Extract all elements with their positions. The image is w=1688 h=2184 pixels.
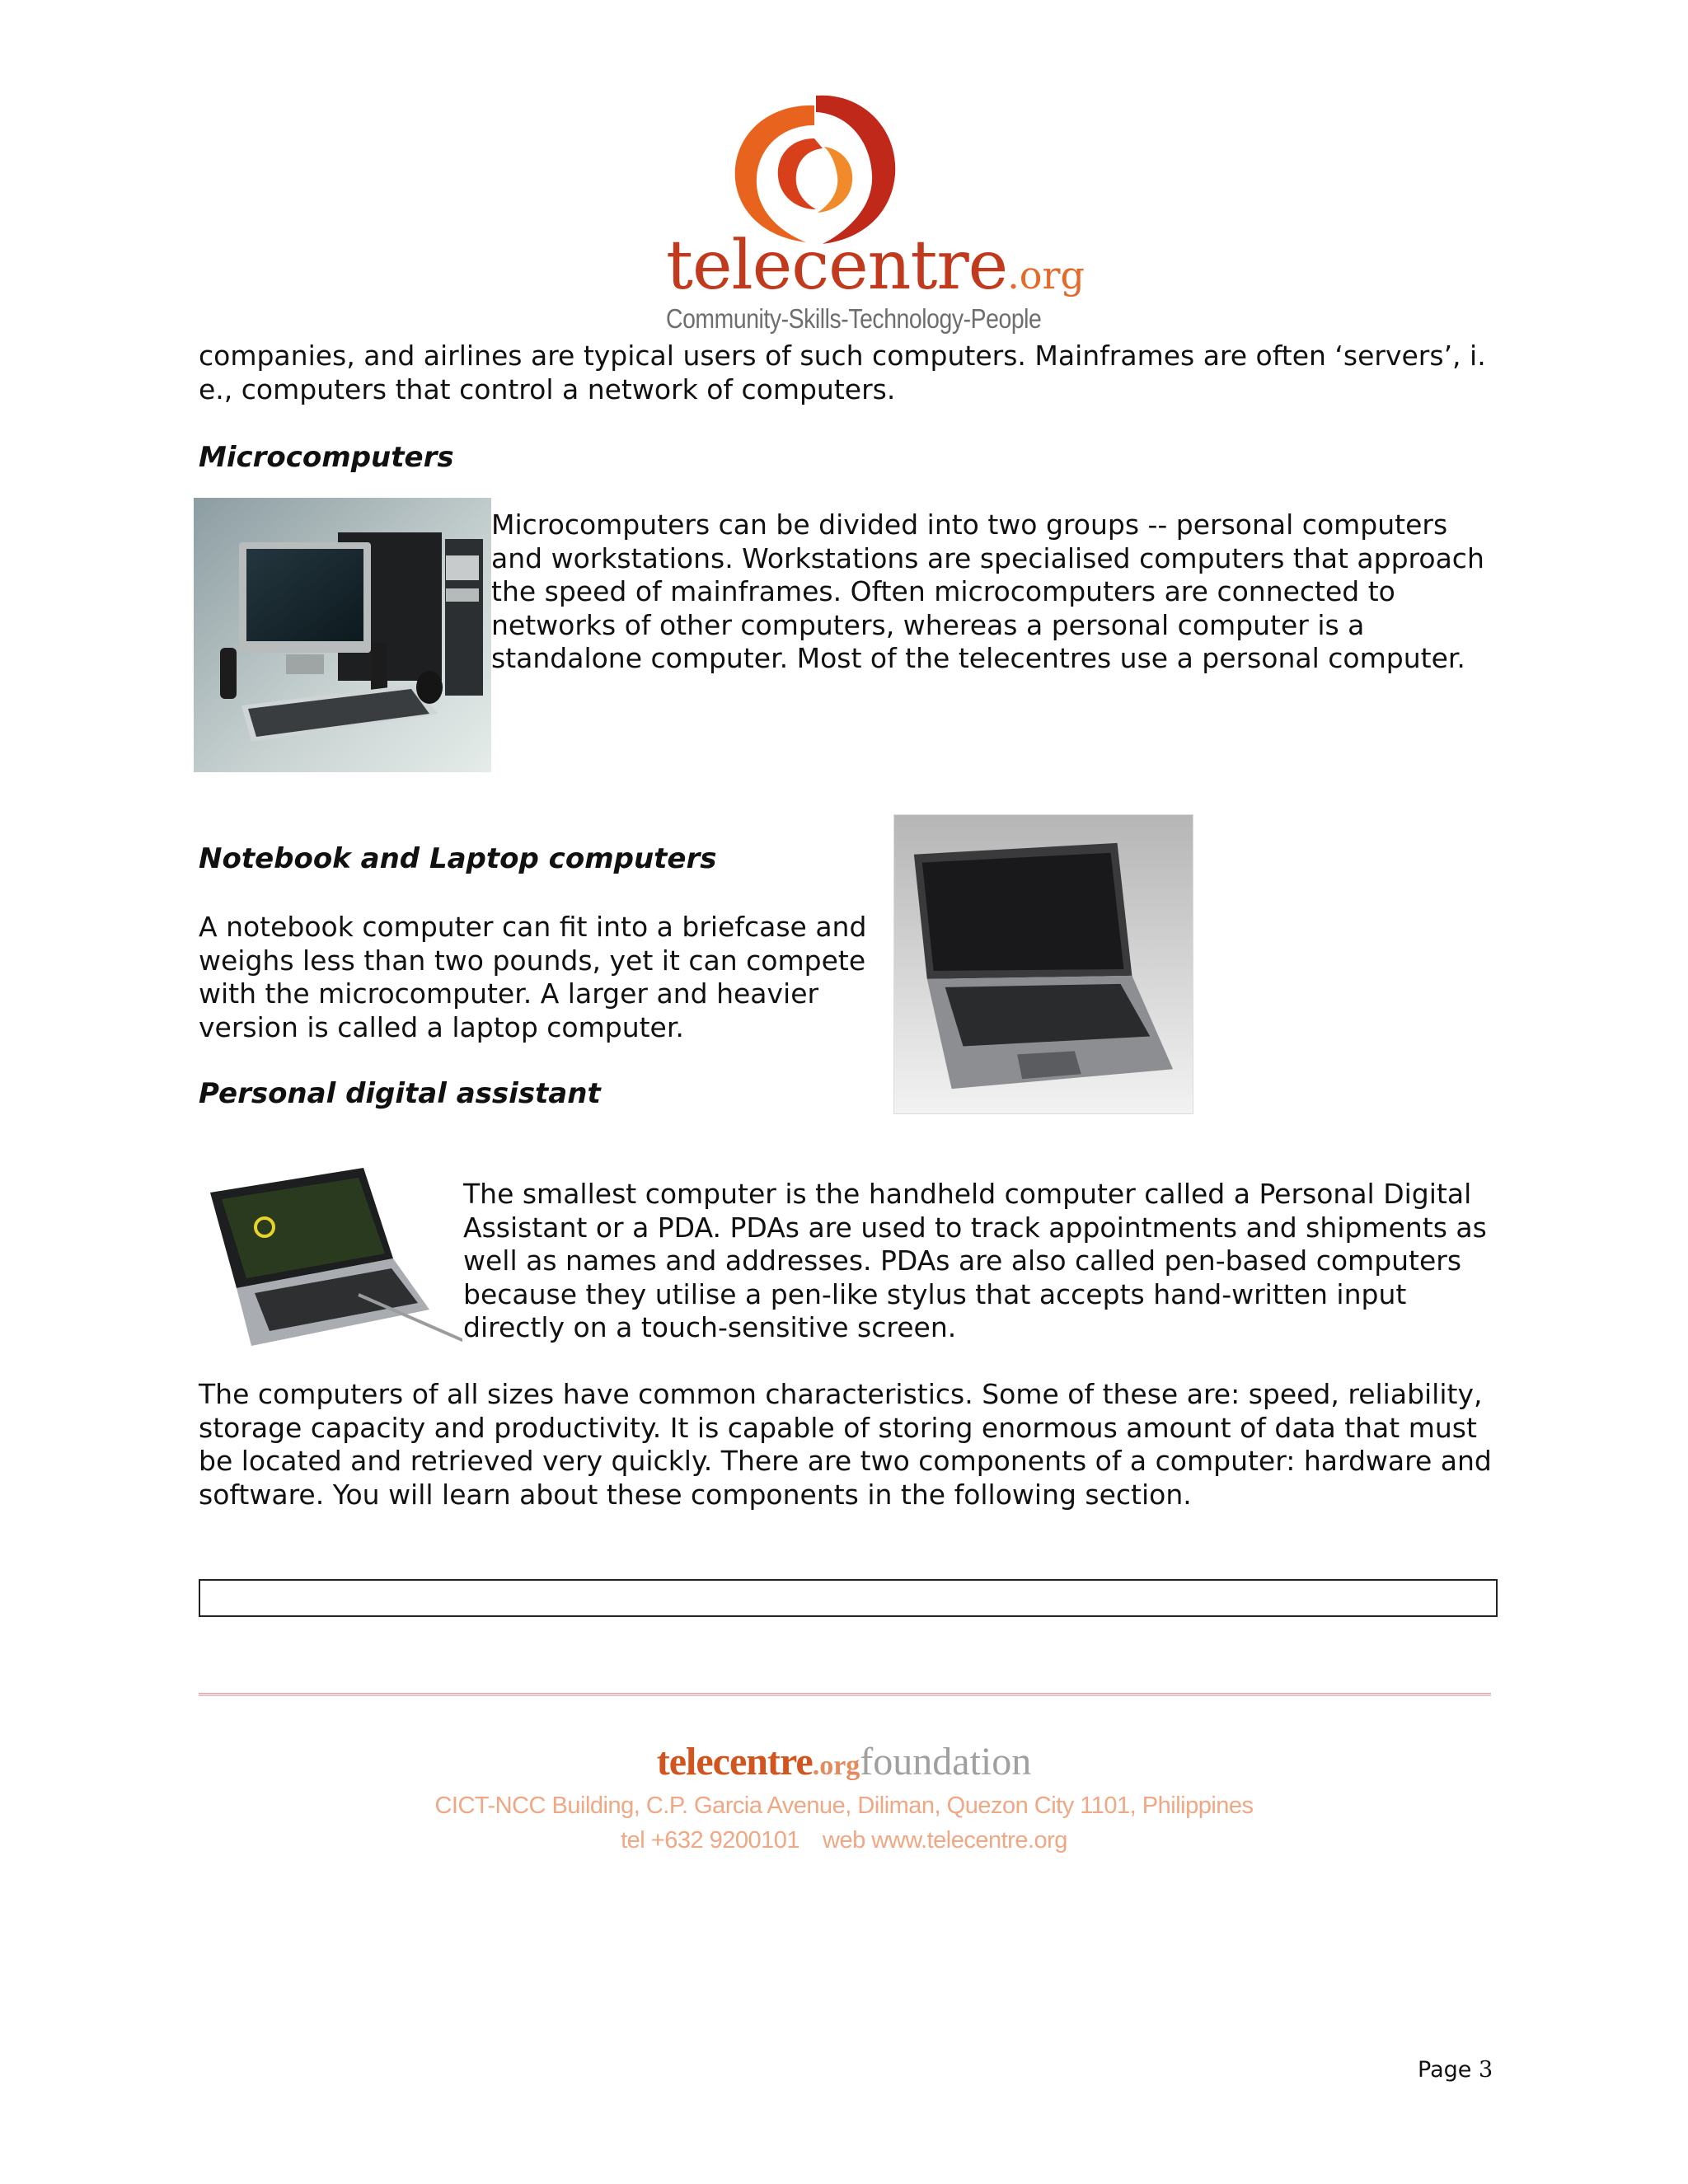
empty-text-box — [199, 1579, 1498, 1617]
summary-paragraph: The computers of all sizes have common characteristics. Some of these are: speed, reliability, storage capacity and productivity. It is capable of storing enormous amount of data that must be located and retrieved very quickly. There are two components of a computer: hardware and software. You will learn about these components in the following section. — [199, 1378, 1492, 1511]
laptop-image — [893, 814, 1193, 1114]
pda-image — [202, 1148, 462, 1347]
microcomputers-heading: Microcomputers — [199, 441, 454, 474]
page-number-value: 3 — [1478, 2057, 1493, 2083]
footer-brand-org: .org — [812, 1750, 860, 1781]
logo-org: .org — [1007, 253, 1085, 298]
footer-web: web www.telecentre.org — [823, 1827, 1067, 1854]
footer-divider — [199, 1693, 1491, 1696]
notebook-heading: Notebook and Laptop computers — [199, 842, 717, 875]
desktop-computer-image — [194, 498, 491, 772]
microcomputers-paragraph: Microcomputers can be divided into two groups -- personal computers and workstations. Workstations are specialised computers that approach the speed of mainframes. Often microcomputers are connected to networks of other computers, whereas a personal computer is a standalone computer. Most of the telecentres use a personal computer. — [491, 509, 1484, 675]
notebook-paragraph: A notebook computer can fit into a briefcase and weighs less than two pounds, yet it can compete with the microcomputer. A larger and heavier version is called a laptop computer. — [199, 911, 867, 1043]
footer-tel: tel +632 9200101 — [621, 1827, 800, 1854]
pda-paragraph: The smallest computer is the handheld computer called a Personal Digital Assistant or a PDA. PDAs are used to track appointments and shipments as well as names and addresses. PDAs are also called pen-based computers because they utilise a pen-like stylus that accepts hand-written input directly on a touch-sensitive screen. — [463, 1178, 1487, 1344]
logo-word: telecentre — [666, 227, 1008, 305]
intro-paragraph: companies, and airlines are typical users of such computers. Mainframes are often ‘servers’, i. e., computers that control a network of computers. — [199, 340, 1486, 405]
logo-tagline: Community-Skills-Technology-People — [666, 303, 1042, 334]
logo-wordmark — [666, 227, 1085, 305]
footer-brand-main: telecentre — [656, 1740, 813, 1783]
footer-address: CICT-NCC Building, C.P. Garcia Avenue, Diliman, Quezon City 1101, Philippines — [434, 1793, 1254, 1819]
page-label: Page — [1418, 2057, 1472, 2083]
footer-brand-suffix: foundation — [860, 1740, 1032, 1783]
footer-contact — [0, 1826, 1688, 1855]
page-number — [1418, 2057, 1493, 2083]
footer-brand — [0, 1741, 1688, 1784]
pda-heading: Personal digital assistant — [199, 1077, 601, 1110]
